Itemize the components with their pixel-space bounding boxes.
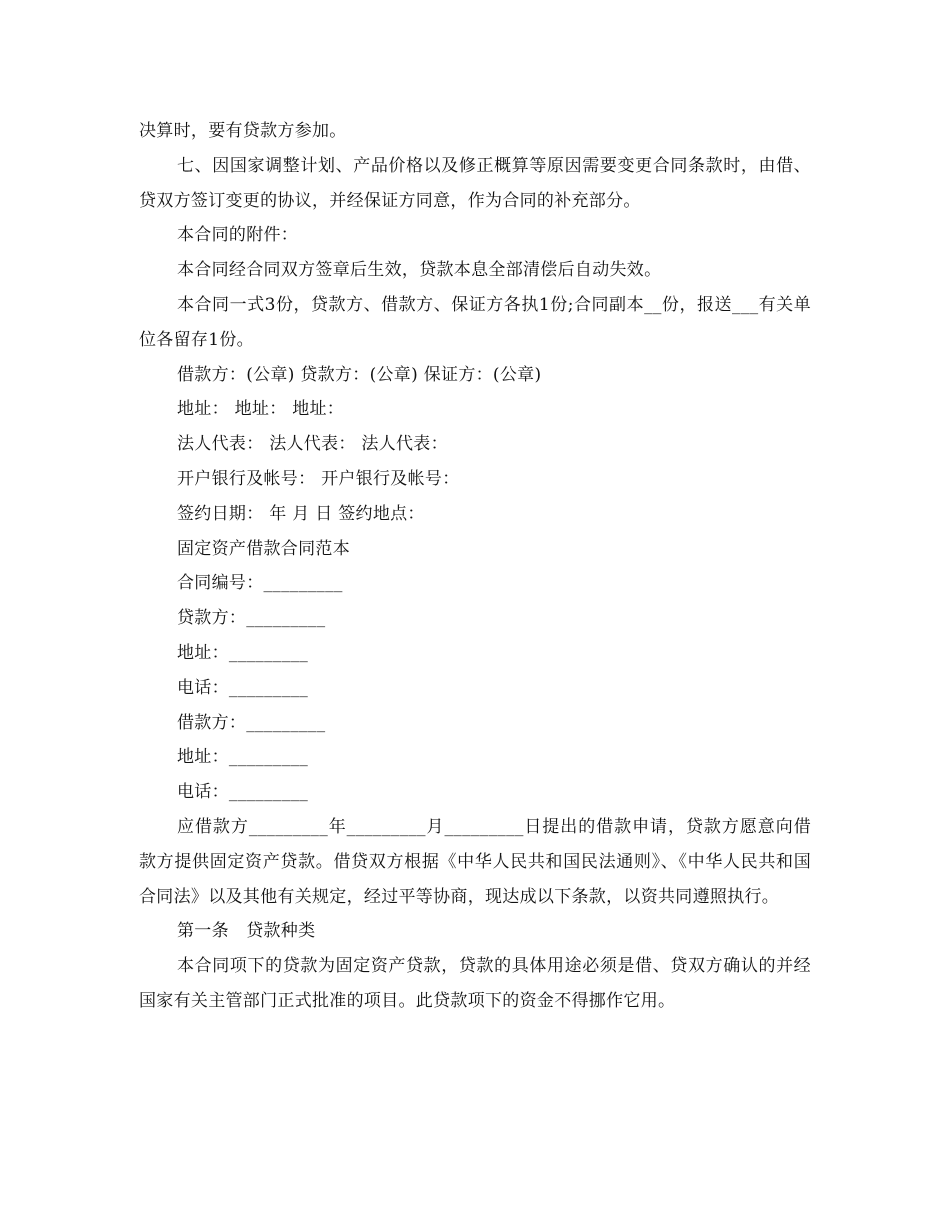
lender-phone-field: 电话：_________ <box>177 677 309 698</box>
borrower-address-field: 地址：_________ <box>177 747 309 768</box>
contract-number-field: 合同编号：_________ <box>177 573 343 594</box>
document-body <box>139 114 811 1019</box>
paragraph-loan-application: 应借款方_________年_________月_________日提出的借款申请，贷款方愿意向借款方提供固定资产贷款。借贷双方根据《中华人民共和国民法通则》、《中华人民共和国合同法》以及其他有关规定，经过平等协商，现达成以下条款，以资共同遵照执行。 <box>139 816 811 907</box>
lender-field: 贷款方：_________ <box>177 608 326 629</box>
article-one-heading: 第一条 贷款种类 <box>177 921 316 942</box>
paragraph-loan-type: 本合同项下的贷款为固定资产贷款，贷款的具体用途必须是借、贷双方确认的并经国家有关主管部门正式批准的项目。此贷款项下的资金不得挪作它用。 <box>139 956 811 1011</box>
borrower-phone-field: 电话：_________ <box>177 782 309 803</box>
paragraph-copies: 本合同一式3份，贷款方、借款方、保证方各执1份;合同副本__份，报送___有关单位各留存1份。 <box>139 294 811 350</box>
signature-seals-line: 借款方：(公章) 贷款方：(公章) 保证方：(公章) <box>177 364 542 385</box>
paragraph-effectiveness: 本合同经合同双方签章后生效，贷款本息全部清偿后自动失效。 <box>177 260 662 281</box>
paragraph-clause-seven: 七、因国家调整计划、产品价格以及修正概算等原因需要变更合同条款时，由借、贷双方签订变更的协议，并经保证方同意，作为合同的补充部分。 <box>139 155 811 211</box>
signature-bank-account-line: 开户银行及帐号： 开户银行及帐号： <box>177 468 460 489</box>
signature-address-line: 地址： 地址： 地址： <box>177 399 345 420</box>
contract-template-title: 固定资产借款合同范本 <box>177 538 350 559</box>
paragraph-attachments: 本合同的附件： <box>177 225 299 246</box>
signature-date-place-line: 签约日期： 年 月 日 签约地点： <box>177 503 425 524</box>
paragraph-settlement: 决算时，要有贷款方参加。 <box>139 121 347 141</box>
signature-legal-rep-line: 法人代表： 法人代表： 法人代表： <box>177 434 448 455</box>
lender-address-field: 地址：_________ <box>177 642 309 663</box>
borrower-field: 借款方：_________ <box>177 712 326 733</box>
